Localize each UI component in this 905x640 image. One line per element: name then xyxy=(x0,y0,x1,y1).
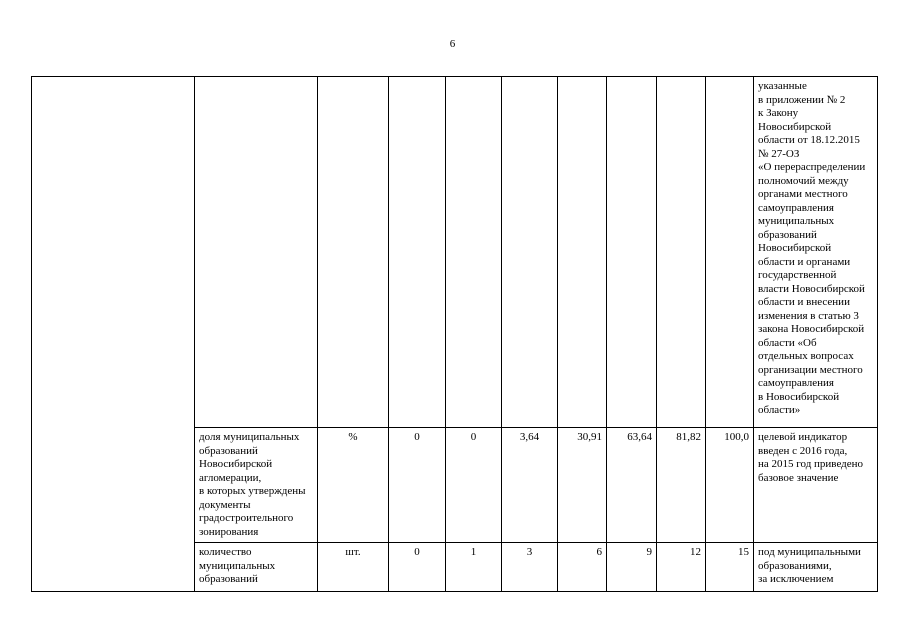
page-number: 6 xyxy=(449,38,456,50)
value-cell: 15 xyxy=(706,543,754,592)
unit-cell: шт. xyxy=(318,543,389,592)
value-cell: 30,91 xyxy=(558,428,607,543)
value-cell xyxy=(502,77,558,428)
value-cell: 6 xyxy=(558,543,607,592)
value-cell: 81,82 xyxy=(657,428,706,543)
value-cell xyxy=(389,77,446,428)
value-cell: 9 xyxy=(607,543,657,592)
table-row xyxy=(32,77,878,428)
note-cell: целевой индикатор введен с 2016 года, на 2015 год приведено базовое значение xyxy=(754,428,878,543)
indicator-cell xyxy=(195,77,318,428)
value-cell xyxy=(558,77,607,428)
value-cell: 12 xyxy=(657,543,706,592)
program-column-cell xyxy=(32,77,195,592)
note-cell: под муниципальными образованиями, за исключением xyxy=(754,543,878,592)
value-cell xyxy=(657,77,706,428)
value-cell: 3,64 xyxy=(502,428,558,543)
indicator-cell: доля муниципальных образований Новосибирской агломерации, в которых утверждены документы градостроительного зонирования xyxy=(195,428,318,543)
unit-cell: % xyxy=(318,428,389,543)
value-cell: 3 xyxy=(502,543,558,592)
value-cell: 0 xyxy=(389,428,446,543)
value-cell: 1 xyxy=(446,543,502,592)
value-cell: 0 xyxy=(389,543,446,592)
indicators-table xyxy=(31,76,878,592)
indicator-cell: количество муниципальных образований xyxy=(195,543,318,592)
value-cell xyxy=(607,77,657,428)
value-cell: 100,0 xyxy=(706,428,754,543)
value-cell xyxy=(446,77,502,428)
value-cell: 63,64 xyxy=(607,428,657,543)
value-cell: 0 xyxy=(446,428,502,543)
note-cell: указанные в приложении № 2 к Закону Новосибирской области от 18.12.2015 № 27-ОЗ «О перераспределении полномочий между органами местного самоуправления муниципальных образований Новосибирской области и органами государственной власти Новосибирской области и внесении изменения в статью 3 закона Новосибирской области «Об отдельных вопросах организации местного самоуправления в Новосибирской области» xyxy=(754,77,878,428)
value-cell xyxy=(706,77,754,428)
unit-cell xyxy=(318,77,389,428)
